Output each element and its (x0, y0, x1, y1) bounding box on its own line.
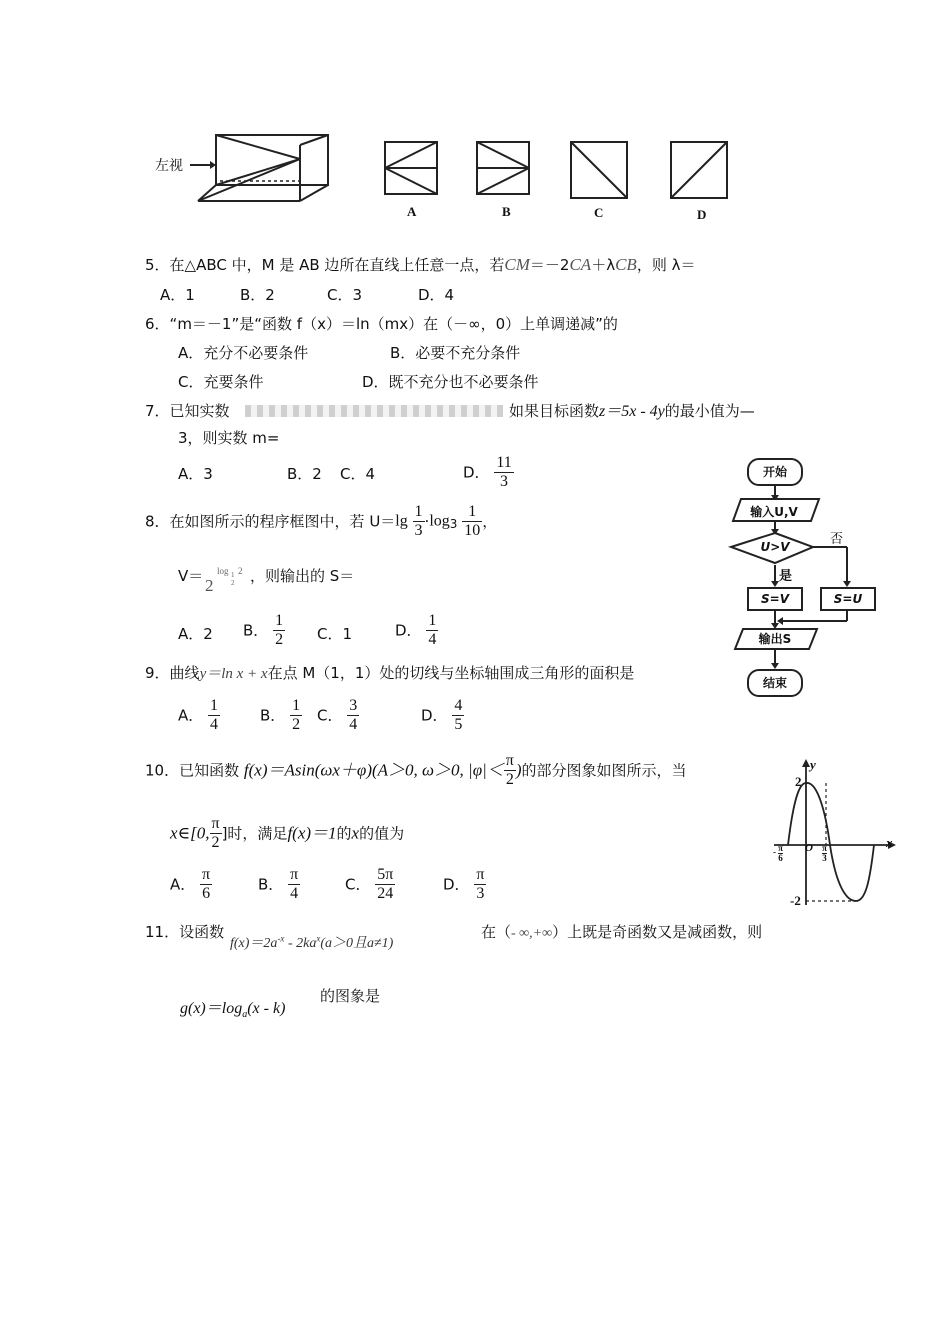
q11-function: $f(x)=2a^{-x} - 2ka^x(a>0$且a≠1) (230, 933, 394, 951)
flowchart-s-equals-u: S=U (820, 587, 876, 611)
question-6: 6．“m＝－1”是“函数 f（x）＝ln（mx）在（－∞，0）上单调递减”的 (145, 315, 618, 333)
question-7-line2: 3，则实数 m= (178, 429, 280, 447)
flowchart-start: 开始 (747, 458, 803, 486)
q9-choice-a: A． $\frac{1}{4}$ (178, 697, 219, 733)
q5-choice-d: D．4 (418, 286, 455, 304)
fraction-11-3: $\frac{11}{3}$ (496, 454, 512, 490)
graph-x-label: x (886, 835, 893, 850)
graph-y-label: y (810, 757, 816, 772)
graph-y-bottom: -2 (790, 893, 801, 908)
question-7-line1: 7．已知实数 (145, 402, 230, 420)
question-10-line1: 10．已知函数 f(x)＝Asin(ωx＋φ)(A＞0, ω＞0, |φ|＜ $\frac{\pi}{2}$ )的部分图象如图所示，当 (145, 752, 687, 788)
option-label-c: C (594, 205, 604, 220)
flowchart-yes-label: 是 (779, 569, 793, 584)
option-label-b: B (502, 204, 511, 219)
question-8-line1: 8．在如图所示的程序框图中，若 U＝lg $\frac{1}{3}$ $\cdot\log_3$ $\frac{1}{10}$ ， (145, 503, 498, 539)
q6-choice-d: D．既不充分也不必要条件 (362, 373, 539, 391)
question-5: 5．在△ABC 中，M 是 AB 边所在直线上任意一点，若CM＝－2CA＋λCB，则 λ＝ (145, 255, 696, 274)
v-expression: 2 log 1 2 2 (205, 566, 243, 595)
blurred-constraints (245, 405, 503, 417)
graph-tick-left: - π 6 (773, 843, 783, 863)
q7-choice-a: A．3 (178, 465, 213, 483)
q6-choice-b: B．必要不充分条件 (390, 344, 521, 362)
q10-choice-b: B． $\frac{\pi}{4}$ (258, 866, 299, 902)
q8-choice-b: B． $\frac{1}{2}$ (243, 612, 284, 648)
question-11-line2: 的图象是 (320, 987, 381, 1005)
question-7-line1b: 如果目标函数z＝5x - 4y的最小值为— (509, 402, 755, 420)
graph-origin: O (805, 842, 813, 854)
fraction-1-4: $\frac{1}{4}$ (428, 612, 437, 648)
flowchart-input: 输入U,V (750, 505, 798, 519)
q5-choice-a: A．1 (160, 286, 195, 304)
question-8-line2b: ，则输出的 S＝ (250, 567, 355, 585)
question-11-line1: 11．设函数 (145, 923, 225, 941)
flowchart-no-label: 否 (830, 532, 844, 547)
question-8-line2: V＝ (178, 567, 204, 585)
flowchart-output: 输出S (758, 632, 792, 646)
option-figures (375, 130, 745, 230)
graph-y-top: 2 (795, 774, 802, 789)
q9-choice-d: D． $\frac{4}{5}$ (421, 697, 463, 733)
q7-choice-b: B．2 (287, 465, 322, 483)
flowchart-s-equals-v: S=V (747, 587, 803, 611)
q5-choice-c: C．3 (327, 286, 363, 304)
q6-choice-a: A．充分不必要条件 (178, 344, 309, 362)
q9-choice-c: C． $\frac{3}{4}$ (317, 697, 358, 733)
option-label-a: A (407, 204, 417, 219)
q10-choice-d: D． $\frac{\pi}{3}$ (443, 866, 485, 902)
question-9: 9．曲线y＝ln x + x在点 M（1，1）处的切线与坐标轴围成三角形的面积是 (145, 664, 635, 682)
fraction-1-3: $\frac{1}{3}$ (414, 503, 423, 539)
flowchart-condition: U>V (760, 540, 790, 554)
question-11-line1b: 在（- ∞,+∞）上既是奇函数又是减函数，则 (481, 923, 763, 941)
q11-g-function: $g(x)=\log_a(x - k)$ (180, 1000, 286, 1021)
q8-choice-d: D． $\frac{1}{4}$ (395, 612, 437, 648)
q8-choice-c: C．1 (317, 625, 353, 643)
fraction-1-2: $\frac{1}{2}$ (275, 612, 284, 648)
left-view-label: 左视 (155, 159, 183, 174)
q6-choice-c: C．充要条件 (178, 373, 264, 391)
q5-choice-b: B．2 (240, 286, 275, 304)
q7-choice-d: D． $\frac{11}{3}$ (463, 454, 512, 490)
q9-choice-b: B． $\frac{1}{2}$ (260, 697, 301, 733)
graph-tick-right: π 3 (822, 843, 827, 863)
flowchart-lines (725, 455, 915, 705)
q10-choice-a: A． $\frac{\pi}{6}$ (170, 866, 211, 902)
q8-choice-a: A．2 (178, 625, 213, 643)
flowchart-end: 结束 (747, 669, 803, 697)
sine-graph (770, 755, 900, 915)
q7-choice-c: C．4 (340, 465, 376, 483)
q10-choice-c: C． $\frac{5\pi}{24}$ (345, 866, 394, 902)
question-10-line2: x∈[0, $\frac{\pi}{2}$ ]时，满足f(x)＝1的x的值为 (170, 815, 405, 851)
fraction-1-10: $\frac{1}{10}$ (464, 503, 481, 539)
option-label-d: D (697, 207, 707, 222)
